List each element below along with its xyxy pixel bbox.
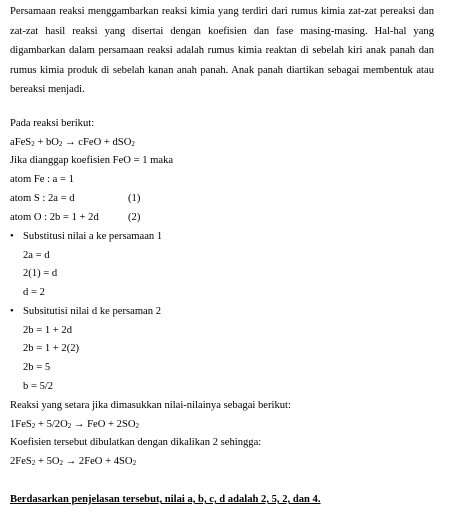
bullet-item-substitution-2: • Subsitutisi nilai d ke persaman 2 [10,306,161,317]
step1-line: d = 2 [23,287,45,298]
intro-paragraph: Persamaan reaksi menggambarkan reaksi kimia yang terdiri dari rumus kimia zat-zat pereaksi dan zat-zat hasil reaksi yang disertai dengan koefisien dan fase masing-masing. Hal-hal yang digambarkan dalam persamaan reaksi adalah rumus kimia reaktan di sebelah kiri anak panah dan rumus kimia produk di sebelah kanan anah panah. Anak panah diartikan sebagai membentuk atau bereaksi menjadi. [10,6,434,96]
equation-number-1: (1) [128,193,141,204]
reaction-equation: aFeS$_2$ + $bO_2$ → cFeO + dSO$_2$ [10,137,135,148]
assumption-text: Jika dianggap koefisien FeO = 1 maka [10,155,174,166]
step1-line: 2a = d [23,250,50,261]
atom-s-line: atom S : 2a = d (1) [10,193,141,204]
multiply-text: Koefisien tersebut dibulatkan dengan dikalikan 2 sehingga: [10,437,262,448]
balanced-text: Reaksi yang setara jika dimasukkan nilai-nilainya sebagai berikut: [10,400,291,411]
conclusion-text: Berdasarkan penjelasan tersebut, nilai a, b, c, d adalah 2, 5, 2, dan 4. [10,494,321,505]
reaction-heading: Pada reaksi berikut: [10,118,95,129]
step2-line: 2b = 5 [23,362,51,373]
step1-line: 2(1) = d [23,268,58,279]
equation-number-2: (2) [128,212,141,223]
step2-line: b = 5/2 [23,381,54,392]
atom-fe-line: atom Fe : a = 1 [10,174,74,185]
bullet-icon: • [10,306,14,317]
balanced-equation: $1FeS_2 + 5/2O_2$ → FeO + $2SO_2$ [10,419,140,430]
final-equation: $2FeS_2 + 5O_2 \to 2FeO + 4SO_2$ [10,456,137,467]
step2-line: 2b = 1 + 2d [23,325,73,336]
bullet-icon: • [10,231,14,242]
atom-o-line: atom O : 2b = 1 + 2d (2) [10,212,141,223]
step2-line: 2b = 1 + 2(2) [23,343,80,354]
bullet-item-substitution-1: • Substitusi nilai a ke persamaan 1 [10,231,163,242]
